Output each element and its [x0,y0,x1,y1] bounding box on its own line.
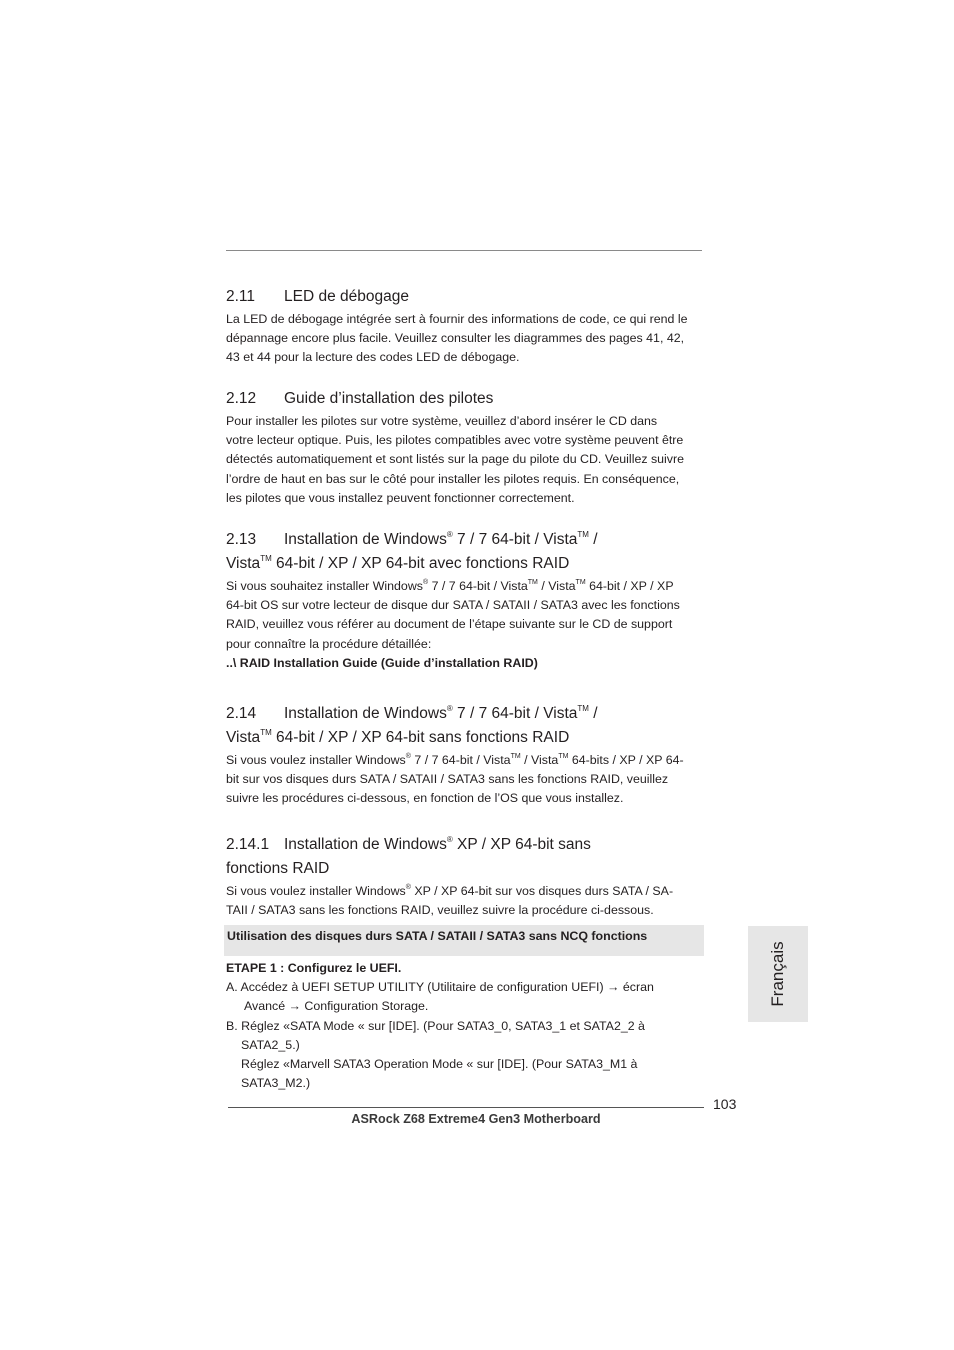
step-line: Réglez «Marvell SATA3 Operation Mode « sur [IDE]. (Pour SATA3_M1 à [241,1057,638,1072]
footer-text: ASRock Z68 Extreme4 Gen3 Motherboard [351,1112,601,1126]
text-line: votre lecteur optique. Puis, les pilotes compatibles avec votre système peuvent être [226,433,684,448]
section-heading-continued: fonctions RAID [226,860,330,877]
page-number: 103 [713,1096,737,1112]
text-line: Si vous voulez installer Windows® 7 / 7 64-bit / Vista™ / Vista™ 64-bits / XP / XP 64- [226,753,684,767]
step-title: ETAPE 1 : Configurez le UEFI. [226,961,402,975]
text-line: TAII / SATA3 sans les fonctions RAID, veuillez suivre la procédure ci-dessous. [226,903,654,918]
header-rule [226,250,702,251]
section-2-14-1 [226,833,706,920]
section-heading: 2.12 Guide d’installation des pilotes [226,390,494,407]
section-paragraph [226,310,706,368]
section-paragraph [226,412,706,508]
section-2-11 [226,285,706,368]
section-heading: 2.14 Installation de Windows® 7 / 7 64-bit / Vista™ / [226,704,598,722]
step-line: SATA3_M2.) [241,1076,311,1091]
section-paragraph [226,577,706,673]
text-line: Si vous voulez installer Windows® XP / XP 64-bit sur vos disques durs SATA / SA- [226,884,674,898]
text-line: les pilotes que vous installez peuvent fonctionner correctement. [226,490,575,505]
section-2-12 [226,387,706,508]
text-line: 64-bit OS sur votre lecteur de disque dur SATA / SATAII / SATA3 avec les fonctions [226,598,680,613]
text-line: 43 et 44 pour la lecture des codes LED de débogage. [226,350,520,365]
section-heading: 2.13 Installation de Windows® 7 / 7 64-bit / Vista™ / [226,530,598,548]
section-2-14 [226,702,706,809]
step-line: SATA2_5.) [241,1037,300,1052]
table-heading: Utilisation des disques durs SATA / SATAII / SATA3 sans NCQ fonctions [227,929,648,943]
text-line: Pour installer les pilotes sur votre système, veuillez d’abord insérer le CD dans [226,414,658,428]
step-paragraph [226,959,706,1093]
text-line: suivre les procédures ci-dessous, en fonction de l’OS que vous installez. [226,791,624,806]
text-line: RAID, veuillez vous référer au document de l’étape suivante sur le CD de support [226,617,673,632]
cd-path: ..\ RAID Installation Guide (Guide d’installation RAID) [226,655,538,670]
section-heading: 2.14.1 Installation de Windows® XP / XP 64-bit sans [226,835,591,853]
section-paragraph [226,882,706,920]
step-1 [226,959,706,1093]
section-heading: 2.11 LED de débogage [226,288,409,305]
text-line: La LED de débogage intégrée sert à fournir des informations de code, ce qui rend le [226,312,688,326]
text-line: l’ordre de haut en bas sur le côté pour installer les pilotes requis. En conséquence, [226,471,680,486]
section-2-13 [226,528,706,673]
table-heading-bar [224,925,704,956]
step-line: A. Accédez à UEFI SETUP UTILITY (Utilitaire de configuration UEFI) → écran [226,980,654,995]
language-tab [748,926,808,1022]
text-line: bit sur vos disques durs SATA / SATAII / SATA3 sans les fonctions RAID, veuillez [226,772,669,787]
step-line: Avancé → Configuration Storage. [244,999,429,1014]
text-line: pour connaître la procédure détaillée: [226,636,432,651]
section-heading-continued: Vista™ 64-bit / XP / XP 64-bit sans fonctions RAID [226,728,570,746]
section-paragraph [226,751,706,809]
footer-rule [228,1107,704,1108]
text-line: Si vous souhaitez installer Windows® 7 / 7 64-bit / Vista™ / Vista™ 64-bit / XP / XP [226,579,674,593]
text-line: dépannage encore plus facile. Veuillez consulter les diagrammes des pages 41, 42, [226,331,685,346]
text-line: détectés automatiquement et sont listés sur la page du pilote du CD. Veuillez suivre [226,452,685,467]
section-heading-continued: Vista™ 64-bit / XP / XP 64-bit avec fonctions RAID [226,554,570,572]
language-label: Français [768,941,787,1007]
step-line: B. Réglez «SATA Mode « sur [IDE]. (Pour SATA3_0, SATA3_1 et SATA2_2 à [226,1018,645,1033]
